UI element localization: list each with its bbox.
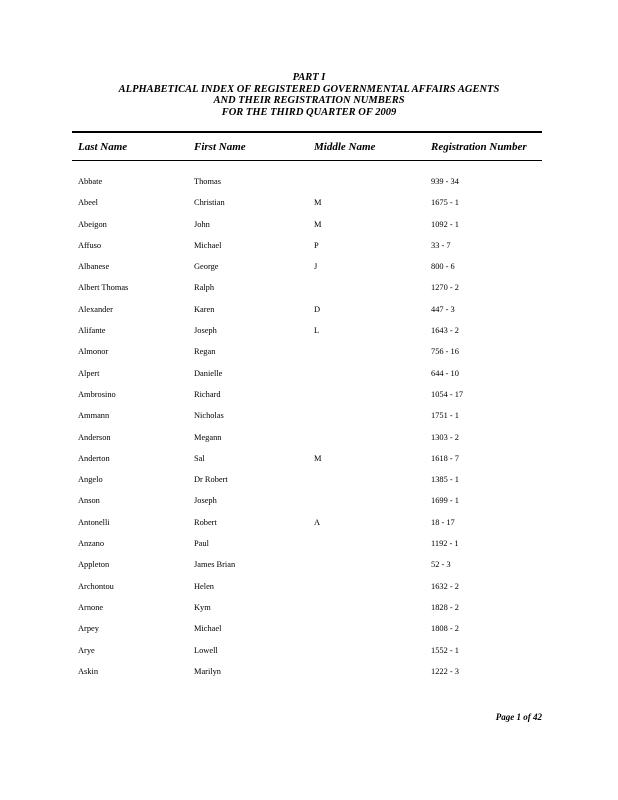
cell-middle-name: P bbox=[314, 240, 319, 250]
cell-first-name: Kym bbox=[194, 602, 211, 612]
cell-first-name: Regan bbox=[194, 347, 216, 357]
document-header bbox=[0, 72, 618, 118]
cell-registration-number: 800 - 6 bbox=[431, 262, 455, 272]
cell-registration-number: 644 - 10 bbox=[431, 368, 459, 378]
cell-first-name: Michael bbox=[194, 624, 222, 634]
table-row bbox=[0, 640, 618, 661]
table-row bbox=[0, 427, 618, 448]
cell-last-name: Anderton bbox=[78, 453, 110, 463]
column-header-last-name: Last Name bbox=[78, 141, 128, 153]
agent-table bbox=[0, 171, 618, 682]
cell-first-name: George bbox=[194, 262, 219, 272]
table-row bbox=[0, 618, 618, 639]
table-row bbox=[0, 363, 618, 384]
cell-last-name: Arye bbox=[78, 645, 95, 655]
table-row bbox=[0, 192, 618, 213]
cell-last-name: Abeel bbox=[78, 198, 98, 208]
cell-registration-number: 1552 - 1 bbox=[431, 645, 459, 655]
part-label: PART I bbox=[292, 72, 326, 83]
cell-last-name: Appleton bbox=[78, 560, 110, 570]
table-row bbox=[0, 469, 618, 490]
cell-last-name: Ambrosino bbox=[78, 389, 116, 399]
table-row bbox=[0, 235, 618, 256]
cell-middle-name: J bbox=[314, 262, 318, 272]
cell-first-name: Richard bbox=[194, 389, 221, 399]
cell-registration-number: 52 - 3 bbox=[431, 560, 451, 570]
table-row bbox=[0, 533, 618, 554]
cell-registration-number: 1808 - 2 bbox=[431, 624, 459, 634]
table-row bbox=[0, 490, 618, 511]
cell-first-name: Joseph bbox=[194, 496, 217, 506]
cell-registration-number: 1270 - 2 bbox=[431, 283, 459, 293]
cell-first-name: Nicholas bbox=[194, 411, 224, 421]
cell-first-name: Robert bbox=[194, 517, 217, 527]
table-row bbox=[0, 320, 618, 341]
column-header-first-name: First Name bbox=[194, 141, 246, 153]
cell-first-name: Lowell bbox=[194, 645, 218, 655]
cell-registration-number: 1054 - 17 bbox=[431, 389, 464, 399]
cell-middle-name: D bbox=[314, 304, 321, 314]
cell-registration-number: 939 - 34 bbox=[431, 177, 459, 186]
cell-last-name: Albert Thomas bbox=[78, 283, 129, 293]
header-bottom-rule bbox=[72, 160, 542, 161]
table-row bbox=[0, 554, 618, 575]
cell-last-name: Affuso bbox=[78, 240, 102, 250]
cell-last-name: Anderson bbox=[78, 432, 111, 442]
cell-registration-number: 1092 - 1 bbox=[431, 219, 459, 229]
cell-registration-number: 1643 - 2 bbox=[431, 326, 459, 336]
cell-registration-number: 1751 - 1 bbox=[431, 411, 459, 421]
table-row bbox=[0, 512, 618, 533]
cell-last-name: Alifante bbox=[78, 326, 106, 336]
column-header-registration-number: Registration Number bbox=[431, 141, 527, 153]
cell-first-name: Joseph bbox=[194, 326, 217, 336]
cell-middle-name: A bbox=[314, 517, 321, 527]
cell-registration-number: 1632 - 2 bbox=[431, 581, 459, 591]
table-row bbox=[0, 597, 618, 618]
cell-registration-number: 1222 - 3 bbox=[431, 666, 459, 676]
cell-registration-number: 1699 - 1 bbox=[431, 496, 459, 506]
index-title: ALPHABETICAL INDEX OF REGISTERED GOVERNMENTAL AFFAIRS AGENTS bbox=[118, 83, 500, 95]
cell-last-name: Anson bbox=[78, 496, 100, 506]
header-top-rule bbox=[72, 131, 542, 133]
cell-first-name: Karen bbox=[194, 304, 215, 314]
cell-registration-number: 1303 - 2 bbox=[431, 432, 459, 442]
cell-first-name: Paul bbox=[194, 539, 209, 549]
cell-first-name: Danielle bbox=[194, 368, 223, 378]
table-row bbox=[0, 256, 618, 277]
cell-first-name: Christian bbox=[194, 198, 225, 208]
table-row bbox=[0, 277, 618, 298]
index-subtitle: AND THEIR REGISTRATION NUMBERS bbox=[213, 95, 405, 106]
cell-last-name: Alpert bbox=[78, 368, 100, 378]
cell-first-name: Helen bbox=[194, 581, 214, 591]
cell-registration-number: 1192 - 1 bbox=[431, 539, 459, 549]
cell-middle-name: M bbox=[314, 453, 322, 463]
cell-registration-number: 1618 - 7 bbox=[431, 453, 459, 463]
cell-registration-number: 1675 - 1 bbox=[431, 198, 459, 208]
cell-last-name: Archontou bbox=[78, 581, 114, 591]
cell-registration-number: 18 - 17 bbox=[431, 517, 455, 527]
table-row bbox=[0, 661, 618, 682]
cell-last-name: Angelo bbox=[78, 475, 103, 485]
cell-first-name: James Brian bbox=[194, 560, 236, 570]
cell-registration-number: 1828 - 2 bbox=[431, 602, 459, 612]
table-row bbox=[0, 576, 618, 597]
cell-first-name: Michael bbox=[194, 240, 222, 250]
cell-last-name: Almonor bbox=[78, 347, 109, 357]
table-row bbox=[0, 405, 618, 426]
cell-first-name: Sal bbox=[194, 453, 205, 463]
cell-registration-number: 1385 - 1 bbox=[431, 475, 459, 485]
cell-middle-name: M bbox=[314, 198, 322, 208]
table-row bbox=[0, 384, 618, 405]
cell-last-name: Askin bbox=[78, 666, 99, 676]
cell-last-name: Alexander bbox=[78, 304, 113, 314]
cell-last-name: Arpey bbox=[78, 624, 99, 634]
cell-last-name: Antonelli bbox=[78, 517, 110, 527]
cell-last-name: Arnone bbox=[78, 602, 104, 612]
cell-registration-number: 33 - 7 bbox=[431, 240, 451, 250]
cell-last-name: Abbate bbox=[78, 177, 103, 186]
cell-last-name: Albanese bbox=[78, 262, 110, 272]
cell-first-name: Thomas bbox=[194, 177, 221, 186]
table-row bbox=[0, 299, 618, 320]
cell-middle-name: L bbox=[314, 326, 320, 336]
table-row bbox=[0, 448, 618, 469]
column-header-middle-name: Middle Name bbox=[314, 141, 376, 153]
cell-first-name: Marilyn bbox=[194, 666, 221, 676]
quarter-label: FOR THE THIRD QUARTER OF 2009 bbox=[221, 106, 397, 118]
cell-middle-name: M bbox=[314, 219, 322, 229]
cell-last-name: Ammann bbox=[78, 411, 110, 421]
cell-last-name: Abeigon bbox=[78, 219, 107, 229]
table-row bbox=[0, 171, 618, 192]
cell-first-name: John bbox=[194, 219, 210, 229]
cell-first-name: Megann bbox=[194, 432, 222, 442]
table-row bbox=[0, 214, 618, 235]
cell-first-name: Dr Robert bbox=[194, 475, 228, 485]
cell-last-name: Anzano bbox=[78, 539, 105, 549]
page-number: Page 1 of 42 bbox=[495, 712, 542, 722]
table-row bbox=[0, 341, 618, 362]
cell-registration-number: 756 - 16 bbox=[431, 347, 459, 357]
cell-first-name: Ralph bbox=[194, 283, 215, 293]
cell-registration-number: 447 - 3 bbox=[431, 304, 455, 314]
